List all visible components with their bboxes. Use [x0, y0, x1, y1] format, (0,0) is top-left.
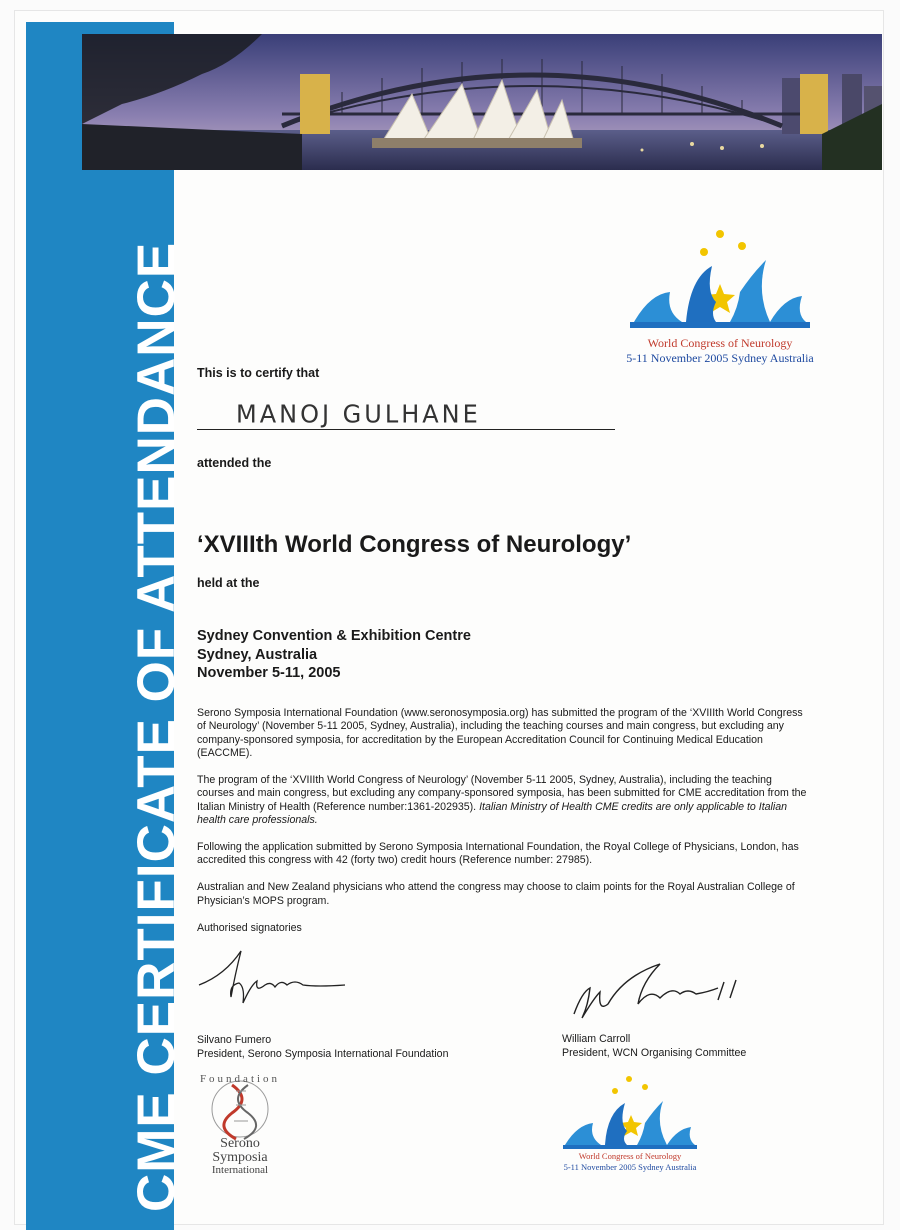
sidebar-band [26, 22, 186, 1230]
paragraph-eaccme: Serono Symposia International Foundation (www.seronosymposia.org) has submitted the program of the ‘XVIIIth World Congress of Neurology’ (November 5-11 2005, Sydney, Australia), including the teaching courses and main congress, but excluding any company-sponsored symposia, for accreditation by the European Accreditation Council for Continuing Medical Education (EACCME). [197, 707, 803, 759]
dna-helix-icon [192, 1077, 288, 1143]
recipient-name: MANOJ GULHANE [236, 399, 481, 429]
venue-dates: November 5-11, 2005 [197, 665, 341, 681]
signature-fumero [195, 945, 355, 1025]
serono-foundation-logo [192, 1073, 288, 1185]
paragraph-mops: Australian and New Zealand physicians who attend the congress may choose to claim points for the Royal Australian College of Physician’s MOPS program. [197, 881, 795, 907]
banner-photo [82, 34, 882, 170]
sydney-harbour-image [82, 34, 882, 170]
signatory-left [197, 1033, 448, 1061]
wcn-logo-footer [555, 1073, 705, 1181]
name-underline [197, 429, 615, 430]
serono-arc-text: Foundation [199, 1073, 281, 1085]
paragraph-italian-main: The program of the ‘XVIIIth World Congress of Neurology’ (November 5-11 2005, Sydney, Australia), including the teaching courses and main congress, but excluding any company-sponsored symposia, has been submitted for CME accreditation from the Italian Ministry of Health (Reference number:1361-202935). [197, 773, 807, 813]
wcn-logo [620, 222, 820, 372]
signatory-right [562, 1032, 746, 1060]
serono-name: Serono [220, 1136, 260, 1151]
authorised-label: Authorised signatories [197, 922, 302, 934]
venue-city: Sydney, Australia [197, 646, 318, 663]
venue-name: Sydney Convention & Exhibition Centre [197, 628, 471, 644]
event-title: ‘XVIIIth World Congress of Neurology’ [197, 531, 632, 558]
logo-dates: 5-11 November 2005 Sydney Australia [626, 351, 814, 365]
signatory-right-role: President, WCN Organising Committee [562, 1047, 747, 1059]
signatory-left-name: Silvano Fumero [197, 1034, 272, 1046]
serono-international: International [211, 1164, 269, 1176]
footer-logo-title: World Congress of Neurology [578, 1151, 682, 1161]
signatory-right-name: William Carroll [562, 1033, 631, 1045]
attended-text: attended the [197, 456, 272, 470]
paragraph-italian-note: Italian Ministry of Health CME credits are only applicable to Italian health care professionals. [197, 800, 788, 826]
paragraph-royal-college: Following the application submitted by Serono Symposia International Foundation, the Royal College of Physicians, London, has accredited this congress with 42 (forty two) credit hours (Reference number: 27985). [197, 840, 799, 867]
logo-title: World Congress of Neurology [647, 336, 793, 350]
venue-block [197, 627, 471, 683]
footer-logo-dates: 5-11 November 2005 Sydney Australia [563, 1162, 697, 1172]
sidebar-title: CME CERTIFICATE OF ATTENDANCE [127, 241, 186, 1212]
held-at-text: held at the [197, 576, 260, 590]
serono-symposia: Symposia [212, 1150, 268, 1165]
accreditation-text [197, 707, 807, 922]
signatory-left-role: President, Serono Symposia International Foundation [197, 1048, 449, 1060]
opera-house-head-logo-small-icon [555, 1073, 705, 1151]
paragraph-italian-ministry [197, 774, 807, 827]
opera-house-head-logo-icon [620, 222, 820, 334]
certify-text: This is to certify that [197, 366, 320, 380]
signature-carroll [568, 958, 743, 1026]
